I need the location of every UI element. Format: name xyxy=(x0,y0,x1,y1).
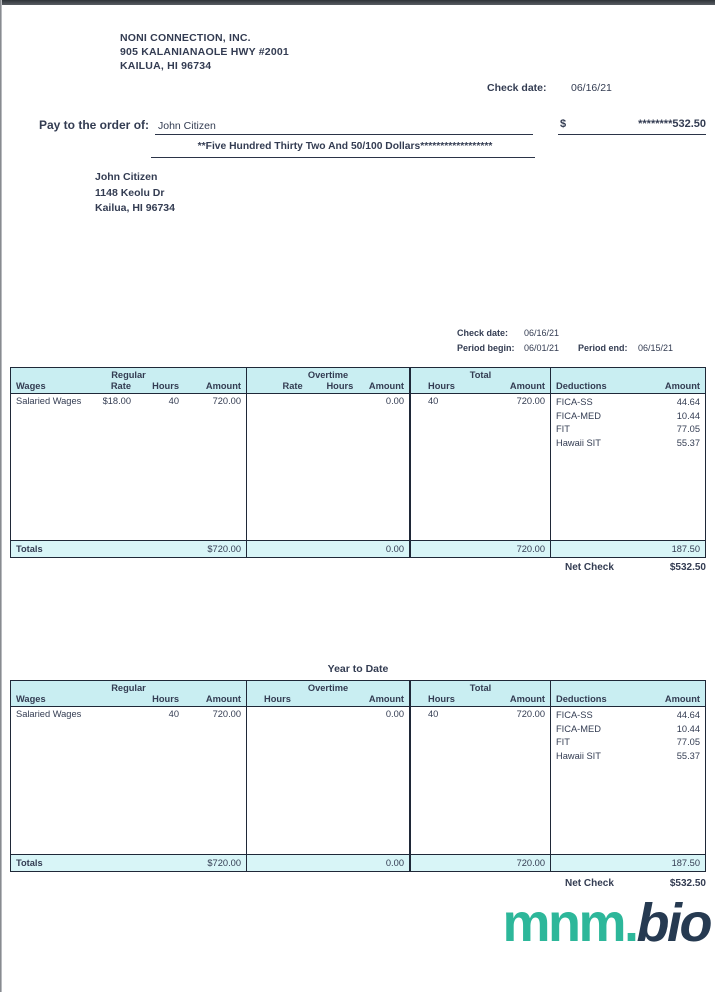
totals-deductions-amount: 187.50 xyxy=(671,858,700,868)
col-total-hours: Hours xyxy=(428,381,455,391)
check-amount-value: ********532.50 xyxy=(638,118,706,130)
deduction-name: Hawaii SIT xyxy=(556,750,601,761)
ot-amount-value: 0.00 xyxy=(385,709,404,719)
ytd-total-totals xyxy=(411,854,550,871)
deductions-group-spacer xyxy=(551,369,705,381)
logo-suffix: bio xyxy=(636,893,710,953)
current-deductions-section xyxy=(551,368,705,557)
ytd-total-section xyxy=(411,681,551,871)
ot-hours-value xyxy=(252,709,322,719)
deduction-amount: 44.64 xyxy=(676,397,700,407)
list-item xyxy=(551,723,705,737)
deduction-amount: 44.64 xyxy=(676,710,700,720)
deduction-amount: 55.37 xyxy=(676,750,700,761)
list-item xyxy=(551,709,705,723)
wages-value: Salaried Wages xyxy=(16,709,82,719)
amount-underline xyxy=(558,134,706,135)
col-hours: Hours xyxy=(152,381,179,391)
period-end-value: 06/15/21 xyxy=(638,343,674,353)
stub-check-date-value: 06/16/21 xyxy=(524,328,560,338)
deductions-group-spacer xyxy=(551,682,705,694)
ytd-regular-section xyxy=(11,681,247,871)
total-group-label: Total xyxy=(469,370,492,380)
total-amount-value: 720.00 xyxy=(516,709,545,719)
list-item xyxy=(551,750,705,764)
col-amount: Amount xyxy=(205,381,241,391)
current-overtime-body xyxy=(247,394,409,540)
ytd-deductions-section xyxy=(551,681,705,871)
ytd-regular-group-label: Regular xyxy=(111,683,146,693)
ytd-regular-header xyxy=(11,681,246,707)
deduction-amount: 77.05 xyxy=(676,424,700,434)
col-ot-amount: Amount xyxy=(368,694,404,704)
list-item xyxy=(551,410,705,424)
col-ot-amount: Amount xyxy=(368,381,405,391)
list-item xyxy=(551,423,705,437)
totals-label: Totals xyxy=(16,544,43,554)
words-underline xyxy=(151,157,535,158)
deduction-amount: 55.37 xyxy=(676,437,700,448)
net-check-label: Net Check xyxy=(565,562,614,573)
ytd-deductions-totals xyxy=(551,854,705,871)
payee-address-name: John Citizen xyxy=(95,171,158,183)
col-ot-hours: Hours xyxy=(326,381,354,391)
deduction-name: FIT xyxy=(556,424,570,434)
current-regular-totals xyxy=(11,540,246,557)
table-row xyxy=(247,709,409,719)
current-total-header xyxy=(411,368,550,394)
ytd-overtime-body xyxy=(247,707,409,854)
period-begin-value: 06/01/21 xyxy=(524,343,560,353)
col-deductions: Deductions xyxy=(556,381,607,391)
amount-in-words: **Five Hundred Thirty Two And 50/100 Dollars****************** xyxy=(197,141,493,152)
col-deduction-amount: Amount xyxy=(664,694,700,704)
scan-left-edge xyxy=(0,0,2,992)
ot-rate-value xyxy=(252,396,303,406)
current-deductions-header xyxy=(551,368,705,394)
totals-total-amount: 720.00 xyxy=(516,544,545,554)
col-total-amount: Amount xyxy=(509,381,545,391)
deduction-amount: 10.44 xyxy=(676,410,700,421)
logo-prefix: mnm. xyxy=(502,893,637,953)
mnm-bio-logo xyxy=(502,893,710,953)
current-total-body xyxy=(411,394,550,540)
table-row xyxy=(11,709,246,719)
amount-value: 720.00 xyxy=(212,709,241,719)
col-hours: Hours xyxy=(152,694,179,704)
scan-top-edge xyxy=(0,0,715,5)
deduction-name: FICA-MED xyxy=(556,723,601,734)
ytd-table xyxy=(10,680,706,872)
payee-name: John Citizen xyxy=(158,120,216,132)
totals-overtime-amount: 0.00 xyxy=(385,858,404,868)
totals-label: Totals xyxy=(16,858,43,868)
deduction-name: FICA-SS xyxy=(556,397,593,407)
current-overtime-section xyxy=(247,368,411,557)
ytd-overtime-group-label: Overtime xyxy=(307,683,349,693)
col-ot-rate: Rate xyxy=(282,381,303,391)
ytd-total-body xyxy=(411,707,550,854)
ytd-net-check-amount: $532.50 xyxy=(669,878,706,889)
payee-address-city: Kailua, HI 96734 xyxy=(95,202,175,214)
col-ot-hours: Hours xyxy=(264,694,291,704)
table-row xyxy=(411,709,550,719)
deduction-name: FICA-MED xyxy=(556,410,601,421)
ytd-net-check-label: Net Check xyxy=(565,878,614,889)
net-check-amount: $532.50 xyxy=(669,562,706,573)
ytd-overtime-header xyxy=(247,681,409,707)
current-deductions-body xyxy=(551,394,705,540)
wages-value: Salaried Wages xyxy=(16,396,82,406)
employer-street: 905 KALANIANAOLE HWY #2001 xyxy=(120,46,289,58)
current-period-table xyxy=(10,367,706,558)
ytd-deductions-body xyxy=(551,707,705,854)
current-regular-header xyxy=(11,368,246,394)
rate-value: $18.00 xyxy=(102,396,131,406)
amount-value: 720.00 xyxy=(212,396,241,406)
total-hours-value: 40 xyxy=(428,709,439,719)
hours-value: 40 xyxy=(168,396,179,406)
ot-amount-value: 0.00 xyxy=(385,396,405,406)
col-deduction-amount: Amount xyxy=(664,381,700,391)
col-amount: Amount xyxy=(205,694,241,704)
col-wages: Wages xyxy=(16,381,46,391)
col-wages: Wages xyxy=(16,694,46,704)
col-total-hours: Hours xyxy=(428,694,455,704)
ytd-overtime-section xyxy=(247,681,411,871)
list-item xyxy=(551,736,705,750)
col-total-amount: Amount xyxy=(509,694,545,704)
pay-to-label: Pay to the order of: xyxy=(39,118,150,132)
ytd-total-group-label: Total xyxy=(469,683,492,693)
current-overtime-totals xyxy=(247,540,409,557)
totals-overtime-amount: 0.00 xyxy=(385,544,404,554)
deduction-name: FICA-SS xyxy=(556,710,593,720)
payee-underline xyxy=(155,134,533,135)
ot-hours-value xyxy=(303,396,354,406)
total-amount-value: 720.00 xyxy=(516,396,545,406)
stub-check-date-label: Check date: xyxy=(457,328,509,338)
col-rate: Rate xyxy=(110,381,131,391)
ytd-deductions-header xyxy=(551,681,705,707)
check-amount xyxy=(560,118,706,130)
total-hours-value: 40 xyxy=(428,396,439,406)
ytd-total-header xyxy=(411,681,550,707)
table-row xyxy=(411,396,550,406)
ytd-overtime-totals xyxy=(247,854,409,871)
list-item xyxy=(551,396,705,410)
current-total-section xyxy=(411,368,551,557)
totals-total-amount: 720.00 xyxy=(516,858,545,868)
check-date-value: 06/16/21 xyxy=(571,82,612,94)
current-total-totals xyxy=(411,540,550,557)
ytd-regular-totals xyxy=(11,854,246,871)
ytd-regular-body xyxy=(11,707,246,854)
col-deductions: Deductions xyxy=(556,694,607,704)
current-regular-body xyxy=(11,394,246,540)
currency-symbol: $ xyxy=(560,118,567,130)
deduction-amount: 10.44 xyxy=(676,723,700,734)
totals-deductions-amount: 187.50 xyxy=(671,544,700,554)
totals-regular-amount: $720.00 xyxy=(207,858,241,868)
totals-regular-amount: $720.00 xyxy=(207,544,241,554)
regular-group-label: Regular xyxy=(111,370,146,380)
current-overtime-header xyxy=(247,368,409,394)
deduction-name: Hawaii SIT xyxy=(556,437,601,448)
table-row xyxy=(247,396,409,406)
employer-name: NONI CONNECTION, INC. xyxy=(120,32,251,44)
list-item xyxy=(551,437,705,451)
ytd-title: Year to Date xyxy=(327,663,389,675)
current-deductions-totals xyxy=(551,540,705,557)
table-row xyxy=(11,396,246,406)
period-begin-label: Period begin: xyxy=(457,343,515,353)
payee-address-block xyxy=(95,170,175,217)
current-regular-section xyxy=(11,368,247,557)
deduction-name: FIT xyxy=(556,737,570,747)
period-end-label: Period end: xyxy=(578,343,628,353)
employer-city: KAILUA, HI 96734 xyxy=(120,60,212,72)
check-date-label: Check date: xyxy=(487,82,547,94)
employer-address-block xyxy=(120,31,289,73)
deduction-amount: 77.05 xyxy=(676,737,700,747)
overtime-group-label: Overtime xyxy=(307,370,349,380)
hours-value: 40 xyxy=(168,709,179,719)
payee-address-street: 1148 Keolu Dr xyxy=(95,186,165,199)
